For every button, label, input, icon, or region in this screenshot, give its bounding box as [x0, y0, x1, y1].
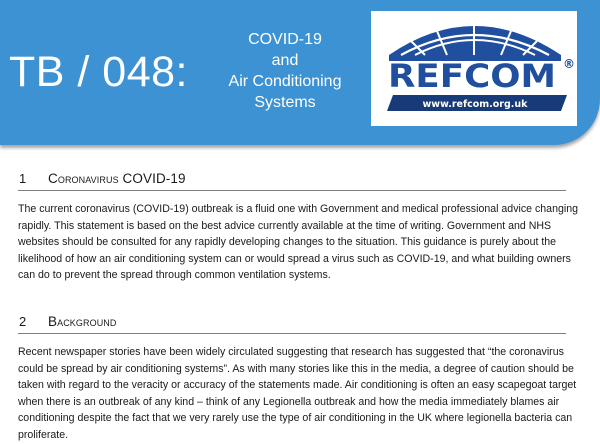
logo-wordmark: REFCOM — [388, 57, 556, 95]
subject-line: COVID-19 — [248, 31, 322, 48]
section-title: Background — [48, 314, 117, 329]
bulletin-number: TB / 048: — [9, 48, 188, 96]
subject-line: and — [271, 52, 299, 69]
paragraph-line: when there is an outbreak of any kind – think of any Legionella outbreak and how the media immediately blames air — [18, 395, 560, 408]
refcom-logo — [371, 11, 577, 126]
section-heading — [18, 168, 566, 191]
paragraph-line: proliferate. — [18, 428, 69, 441]
refcom-logo-graphic — [371, 11, 577, 126]
logo-dome-icon — [389, 25, 561, 61]
paragraph-line: conditioning despite the fact that we very rarely use the type of air conditioning in the UK where legionella bacteria can — [18, 412, 573, 425]
section-title: Coronavirus COVID-19 — [48, 171, 186, 186]
paragraph-line: The current coronavirus (COVID-19) outbreak is a fluid one with Government and medical professional advice changing — [18, 203, 578, 215]
logo-url: www.refcom.org.uk — [422, 99, 528, 110]
paragraph-line: websites should be consulted for any rapidly developing changes to the situation. This guidance is purely about the — [18, 236, 557, 249]
subject-line: Air Conditioning — [228, 73, 342, 90]
paragraph-line: can do to prevent the spread through common ventilation systems. — [18, 269, 331, 282]
paragraph-line: could be spread by air conditioning systems”. As with many stories like this in the media, a degree of caution should be — [18, 362, 574, 375]
section-heading — [18, 311, 566, 334]
paragraph-line: taken with regard to the veracity or accuracy of the statements made. Air conditioning is often an easy scapegoat target — [18, 379, 577, 392]
section-number: 2 — [19, 314, 27, 329]
paragraph-line: likelihood of how an air conditioning system can or would spread a virus such as COVID-19, and what building owners — [18, 252, 571, 265]
registered-mark: ® — [563, 57, 575, 71]
section-paragraph — [18, 201, 584, 284]
header-banner — [0, 0, 600, 145]
bulletin-subject — [210, 29, 360, 113]
paragraph-line: Recent newspaper stories have been widely circulated suggesting that research has suggested that “the coronavirus — [18, 346, 564, 358]
subject-line: Systems — [254, 94, 316, 111]
paragraph-line: rapidly. This statement is based on the best advice currently available at the time of writing. Government and NHS — [18, 219, 552, 232]
section-number: 1 — [19, 171, 27, 186]
